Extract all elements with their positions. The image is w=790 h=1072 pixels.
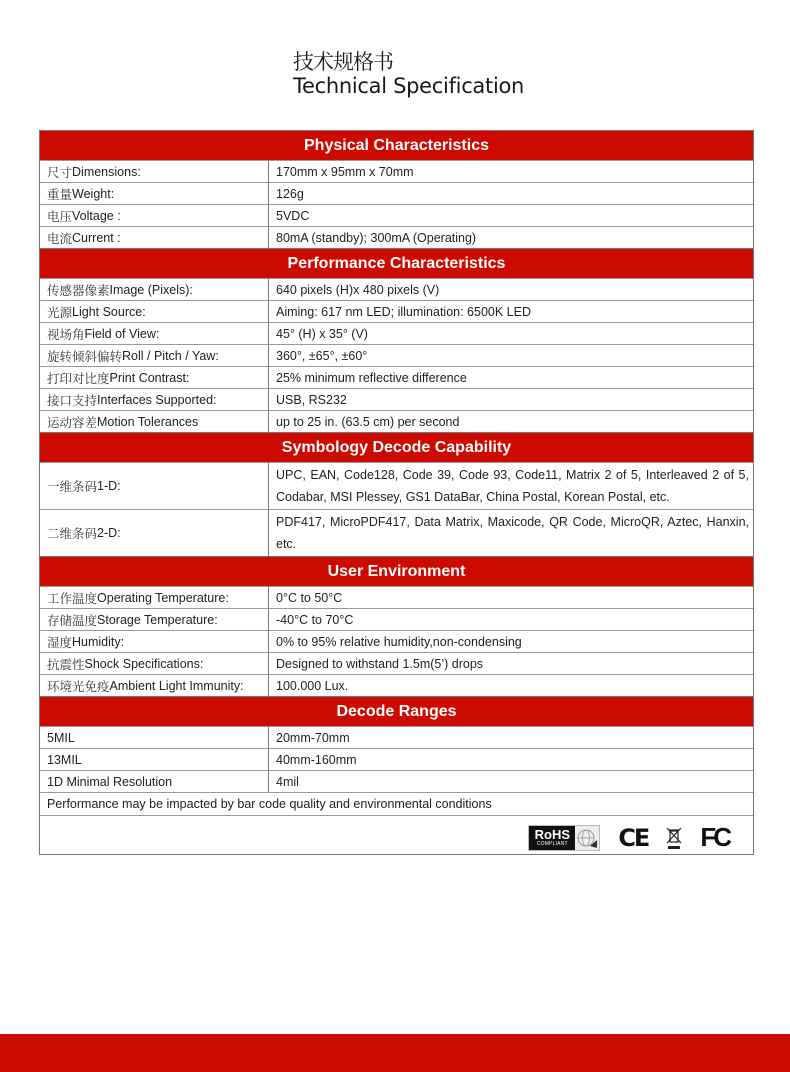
spec-value: UPC, EAN, Code128, Code 39, Code 93, Code11, Matrix 2 of 5, Interleaved 2 of 5, Codabar, MSI Plessey, GS1 DataBar, China Postal, Korean Postal, etc. (276, 468, 749, 504)
spec-label-cn: 电流 (47, 230, 73, 246)
spec-label (40, 227, 269, 248)
spec-label-en: Interfaces Supported: (97, 392, 217, 407)
spec-value: PDF417, MicroPDF417, Data Matrix, Maxicode, QR Code, MicroQR, Aztec, Hanxin, etc. (276, 515, 749, 551)
certification-logos (528, 822, 729, 853)
bottom-red-band (0, 1034, 790, 1072)
spec-label-cn: 存储温度 (47, 612, 98, 628)
spec-label-cn: 传感器像素 (47, 282, 110, 298)
section-heading-physical: Physical Characteristics (40, 131, 753, 160)
section-heading-symbology: Symbology Decode Capability (40, 432, 753, 462)
spec-label (40, 411, 269, 432)
spec-value: 360°, ±65°, ±60° (276, 348, 368, 363)
spec-label-cn: 运动容差 (47, 414, 98, 430)
spec-label (40, 205, 269, 226)
section-heading-environment: User Environment (40, 556, 753, 586)
spec-value: 0% to 95% relative humidity,non-condensing (276, 634, 522, 649)
fcc-logo: FC (700, 822, 729, 852)
table-row (40, 278, 753, 300)
table-row (40, 608, 753, 630)
spec-label (40, 183, 269, 204)
spec-label-en: Ambient Light Immunity: (109, 678, 244, 693)
spec-label (40, 367, 269, 388)
spec-label-en: Operating Temperature: (97, 590, 229, 605)
spec-label-cn: 接口支持 (47, 392, 98, 408)
table-row (40, 410, 753, 432)
table-row (40, 160, 753, 182)
spec-value: Designed to withstand 1.5m(5’) drops (276, 656, 484, 671)
spec-value: 80mA (standby); 300mA (Operating) (276, 230, 477, 245)
table-row (40, 226, 753, 248)
spec-label-cn: 一维条码 (47, 479, 98, 494)
table-row (40, 726, 753, 748)
table-row (40, 182, 753, 204)
spec-label (40, 587, 269, 608)
spec-label-cn: 打印对比度 (47, 370, 110, 386)
table-row (40, 674, 753, 696)
spec-label-en: Light Source: (72, 304, 146, 319)
spec-value: 20mm-70mm (276, 730, 350, 745)
spec-label-en: Weight: (72, 186, 115, 201)
spec-label-cn: 环境光免疫 (47, 678, 110, 694)
table-row (40, 462, 753, 509)
globe-icon (575, 826, 599, 850)
spec-label-cn: 光源 (47, 304, 73, 320)
spec-label (40, 279, 269, 300)
spec-label (40, 631, 269, 652)
spec-label (40, 301, 269, 322)
table-row (40, 748, 753, 770)
spec-label-en: Humidity: (72, 634, 125, 649)
table-row (40, 586, 753, 608)
rohs-sub-text: COMPLIANT (536, 841, 568, 847)
spec-label: 1D Minimal Resolution (40, 771, 269, 792)
spec-label-en: Voltage : (72, 208, 121, 223)
spec-label (40, 323, 269, 344)
section-heading-decode: Decode Ranges (40, 696, 753, 726)
spec-label-cn: 工作温度 (47, 590, 98, 606)
spec-label (40, 389, 269, 410)
spec-label (40, 345, 269, 366)
spec-label-cn: 尺寸 (47, 164, 73, 180)
spec-label-en: Image (Pixels): (109, 282, 193, 297)
spec-value: 170mm x 95mm x 70mm (276, 164, 414, 179)
ce-mark-icon: CE (618, 823, 649, 852)
table-row (40, 322, 753, 344)
table-row (40, 630, 753, 652)
spec-value: 4mil (276, 774, 299, 789)
table-row (40, 344, 753, 366)
rohs-compliant-logo (528, 825, 600, 851)
spec-label-cn: 二维条码 (47, 526, 98, 541)
spec-label: 13MIL (40, 749, 269, 770)
spec-label-en: Dimensions: (72, 164, 141, 179)
table-row (40, 300, 753, 322)
spec-value: 5VDC (276, 208, 310, 223)
spec-value: 0°C to 50°C (276, 590, 343, 605)
spec-label (40, 463, 269, 509)
spec-label-cn: 抗震性 (47, 656, 85, 672)
spec-label-en: Storage Temperature: (97, 612, 218, 627)
spec-label (40, 653, 269, 674)
spec-label-en: Shock Specifications: (84, 656, 204, 671)
table-row (40, 652, 753, 674)
spec-label-cn: 湿度 (47, 634, 73, 650)
spec-value: USB, RS232 (276, 392, 347, 407)
spec-label-en: Field of View: (84, 326, 160, 341)
spec-label-cn: 电压 (47, 208, 73, 224)
spec-value: -40°C to 70°C (276, 612, 354, 627)
spec-label-cn: 旋转倾斜偏转 (47, 348, 123, 364)
spec-label-en: Roll / Pitch / Yaw: (122, 348, 219, 363)
table-row (40, 770, 753, 792)
spec-table (39, 130, 754, 855)
certifications-row (40, 815, 753, 854)
spec-label (40, 609, 269, 630)
spec-value: up to 25 in. (63.5 cm) per second (276, 414, 460, 429)
table-row (40, 509, 753, 556)
spec-value: 126g (276, 186, 304, 201)
spec-value: 100.000 Lux. (276, 678, 349, 693)
spec-value: 25% minimum reflective difference (276, 370, 467, 385)
spec-label-en: 1-D: (97, 479, 121, 493)
spec-value: Aiming: 617 nm LED; illumination: 6500K LED (276, 304, 531, 319)
title-english: Technical Specification (293, 74, 525, 98)
spec-value: 40mm-160mm (276, 752, 357, 767)
spec-label-cn: 重量 (47, 186, 73, 202)
spec-label (40, 675, 269, 696)
spec-label-en: 2-D: (97, 526, 121, 540)
spec-value: 640 pixels (H)x 480 pixels (V) (276, 282, 440, 297)
table-row (40, 366, 753, 388)
rohs-text-box (529, 826, 575, 850)
spec-label (40, 510, 269, 556)
spec-label-en: Current : (72, 230, 121, 245)
weee-bin-icon (666, 826, 682, 850)
spec-label (40, 161, 269, 182)
title-chinese: 技术规格书 (293, 50, 393, 74)
document-title (293, 50, 524, 98)
spec-label-en: Motion Tolerances (97, 414, 199, 429)
spec-value: 45° (H) x 35° (V) (276, 326, 368, 341)
table-row (40, 204, 753, 226)
spec-label: 5MIL (40, 727, 269, 748)
performance-note: Performance may be impacted by bar code quality and environmental conditions (40, 792, 753, 815)
section-heading-performance: Performance Characteristics (40, 248, 753, 278)
rohs-main-text: RoHS (534, 827, 570, 842)
table-row (40, 388, 753, 410)
spec-label-en: Print Contrast: (109, 370, 190, 385)
spec-label-cn: 视场角 (47, 326, 85, 342)
